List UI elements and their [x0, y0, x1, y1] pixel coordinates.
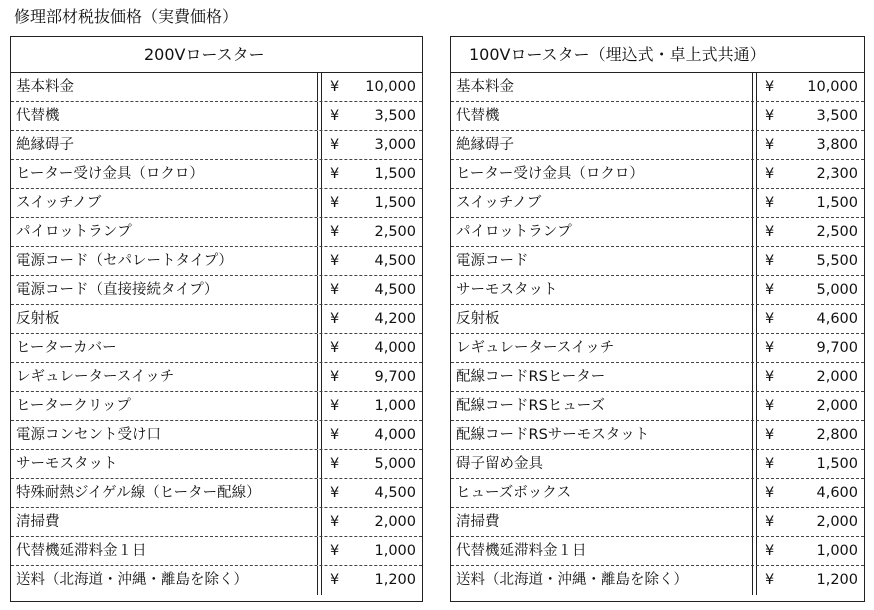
price-amount: 2,300: [816, 166, 858, 182]
currency-symbol: ¥: [765, 311, 775, 327]
currency-symbol: ¥: [330, 543, 340, 559]
item-price: [317, 334, 422, 362]
currency-symbol: ¥: [765, 166, 775, 182]
table-row: [11, 305, 422, 334]
item-price: [752, 479, 864, 507]
table-row: [451, 160, 864, 189]
price-amount: 4,600: [816, 485, 858, 501]
price-table-200v: [10, 36, 423, 602]
item-name: 代替機延滞料金１日: [456, 543, 587, 559]
price-amount: 3,500: [816, 108, 858, 124]
item-name: ヒータークリップ: [16, 398, 131, 414]
item-name: 配線コードRSヒューズ: [456, 398, 606, 414]
price-amount: 4,500: [374, 282, 416, 298]
page-title: 修理部材税抜価格（実費価格）: [14, 7, 239, 26]
table-row: [451, 73, 864, 102]
price-amount: 4,000: [374, 340, 416, 356]
price-amount: 3,000: [374, 137, 416, 153]
item-price: [317, 160, 422, 188]
item-name: 代替機: [456, 108, 500, 124]
item-name: 基本料金: [16, 79, 74, 95]
currency-symbol: ¥: [765, 340, 775, 356]
table-row: [451, 247, 864, 276]
item-name: 電源コード（直接接続タイプ）: [16, 282, 219, 298]
price-amount: 4,200: [374, 311, 416, 327]
price-amount: 5,000: [816, 282, 858, 298]
item-price: [317, 450, 422, 478]
table-row: [451, 566, 864, 595]
price-amount: 1,200: [816, 572, 858, 588]
price-amount: 9,700: [816, 340, 858, 356]
item-price: [317, 276, 422, 304]
table-row: [451, 218, 864, 247]
item-price: [752, 73, 864, 101]
item-name: 反射板: [456, 311, 500, 327]
table-row: [11, 189, 422, 218]
item-price: [317, 102, 422, 130]
currency-symbol: ¥: [330, 340, 340, 356]
item-price: [752, 247, 864, 275]
item-price: [317, 131, 422, 159]
table-row: [11, 508, 422, 537]
table-row: [11, 392, 422, 421]
price-amount: 2,500: [374, 224, 416, 240]
item-name: スイッチノブ: [16, 195, 102, 211]
table-row: [11, 334, 422, 363]
currency-symbol: ¥: [330, 224, 340, 240]
item-name: ヒューズボックス: [456, 485, 572, 501]
item-price: [752, 218, 864, 246]
table-row: [11, 421, 422, 450]
table-body: [451, 73, 864, 595]
currency-symbol: ¥: [330, 369, 340, 385]
table-row: [11, 566, 422, 595]
item-name: 清掃費: [456, 514, 500, 530]
price-amount: 1,200: [374, 572, 416, 588]
item-price: [317, 189, 422, 217]
item-name: 電源コンセント受け口: [16, 427, 161, 443]
price-amount: 5,500: [816, 253, 858, 269]
currency-symbol: ¥: [330, 108, 340, 124]
item-name: ヒーター受け金具（ロクロ）: [456, 166, 644, 182]
table-row: [11, 363, 422, 392]
table-row: [11, 73, 422, 102]
item-name: 特殊耐熱ジイゲル線（ヒーター配線）: [16, 485, 261, 501]
item-price: [752, 131, 864, 159]
item-name: 電源コード（セパレートタイプ）: [16, 253, 233, 269]
currency-symbol: ¥: [330, 137, 340, 153]
price-amount: 10,000: [807, 79, 858, 95]
price-amount: 1,500: [816, 456, 858, 472]
item-name: 代替機: [16, 108, 60, 124]
item-name: レギュレータースイッチ: [456, 340, 615, 356]
item-price: [317, 305, 422, 333]
currency-symbol: ¥: [765, 572, 775, 588]
item-name: 配線コードRSヒーター: [456, 369, 606, 385]
item-price: [317, 247, 422, 275]
currency-symbol: ¥: [330, 311, 340, 327]
price-amount: 1,500: [374, 195, 416, 211]
table-row: [451, 305, 864, 334]
item-name: 反射板: [16, 311, 60, 327]
price-amount: 1,500: [374, 166, 416, 182]
currency-symbol: ¥: [765, 485, 775, 501]
currency-symbol: ¥: [330, 253, 340, 269]
table-row: [11, 276, 422, 305]
table-row: [451, 102, 864, 131]
table-header: 100Vロースター（埋込式・卓上式共通）: [451, 37, 864, 73]
table-row: [451, 334, 864, 363]
price-amount: 10,000: [365, 79, 416, 95]
table-row: [451, 450, 864, 479]
table-row: [451, 537, 864, 566]
price-amount: 3,800: [816, 137, 858, 153]
currency-symbol: ¥: [330, 514, 340, 530]
currency-symbol: ¥: [765, 108, 775, 124]
item-name: スイッチノブ: [456, 195, 542, 211]
currency-symbol: ¥: [330, 282, 340, 298]
currency-symbol: ¥: [330, 456, 340, 472]
currency-symbol: ¥: [765, 543, 775, 559]
currency-symbol: ¥: [330, 427, 340, 443]
table-row: [11, 218, 422, 247]
table-row: [11, 450, 422, 479]
item-price: [752, 363, 864, 391]
table-row: [451, 131, 864, 160]
currency-symbol: ¥: [765, 195, 775, 211]
item-price: [317, 508, 422, 536]
item-price: [752, 508, 864, 536]
table-row: [451, 479, 864, 508]
item-name: 電源コード: [456, 253, 529, 269]
price-amount: 1,000: [374, 398, 416, 414]
item-price: [752, 160, 864, 188]
item-name: パイロットランプ: [16, 224, 132, 240]
table-row: [11, 102, 422, 131]
currency-symbol: ¥: [765, 427, 775, 443]
item-name: 絶縁碍子: [16, 137, 74, 153]
item-price: [752, 189, 864, 217]
item-price: [752, 392, 864, 420]
currency-symbol: ¥: [765, 224, 775, 240]
item-price: [752, 305, 864, 333]
table-row: [451, 392, 864, 421]
table-row: [11, 479, 422, 508]
item-price: [317, 566, 422, 595]
item-name: ヒーター受け金具（ロクロ）: [16, 166, 204, 182]
item-name: 送料（北海道・沖縄・離島を除く）: [456, 572, 688, 588]
table-body: [11, 73, 422, 595]
item-name: 碍子留め金具: [456, 456, 543, 472]
currency-symbol: ¥: [765, 514, 775, 530]
item-price: [752, 421, 864, 449]
table-row: [451, 189, 864, 218]
item-price: [317, 218, 422, 246]
item-price: [317, 537, 422, 565]
table-row: [451, 421, 864, 450]
item-name: サーモスタット: [456, 282, 558, 298]
item-name: 代替機延滞料金１日: [16, 543, 147, 559]
table-row: [11, 537, 422, 566]
item-price: [317, 363, 422, 391]
currency-symbol: ¥: [330, 572, 340, 588]
item-name: 送料（北海道・沖縄・離島を除く）: [16, 572, 248, 588]
currency-symbol: ¥: [765, 253, 775, 269]
item-price: [317, 421, 422, 449]
price-amount: 1,000: [374, 543, 416, 559]
currency-symbol: ¥: [765, 456, 775, 472]
table-row: [11, 131, 422, 160]
item-name: レギュレータースイッチ: [16, 369, 175, 385]
table-header: 200Vロースター: [11, 37, 422, 73]
item-price: [752, 566, 864, 595]
table-row: [451, 363, 864, 392]
currency-symbol: ¥: [765, 369, 775, 385]
item-price: [752, 276, 864, 304]
currency-symbol: ¥: [330, 79, 340, 95]
table-row: [451, 508, 864, 537]
price-amount: 4,000: [374, 427, 416, 443]
price-table-100v: [450, 36, 865, 602]
currency-symbol: ¥: [330, 166, 340, 182]
price-amount: 9,700: [374, 369, 416, 385]
item-price: [317, 479, 422, 507]
item-price: [317, 73, 422, 101]
price-amount: 5,000: [374, 456, 416, 472]
item-price: [752, 334, 864, 362]
currency-symbol: ¥: [330, 398, 340, 414]
item-name: 配線コードRSサーモスタット: [456, 427, 650, 443]
item-price: [752, 537, 864, 565]
price-amount: 2,000: [816, 514, 858, 530]
table-row: [451, 276, 864, 305]
item-name: パイロットランプ: [456, 224, 572, 240]
currency-symbol: ¥: [765, 79, 775, 95]
price-amount: 4,600: [816, 311, 858, 327]
price-amount: 2,800: [816, 427, 858, 443]
price-amount: 3,500: [374, 108, 416, 124]
price-amount: 2,000: [816, 369, 858, 385]
item-name: ヒーターカバー: [16, 340, 117, 356]
currency-symbol: ¥: [330, 195, 340, 211]
price-amount: 2,000: [374, 514, 416, 530]
price-amount: 1,500: [816, 195, 858, 211]
currency-symbol: ¥: [765, 398, 775, 414]
currency-symbol: ¥: [765, 282, 775, 298]
price-amount: 4,500: [374, 485, 416, 501]
item-price: [317, 392, 422, 420]
item-name: サーモスタット: [16, 456, 118, 472]
item-name: 絶縁碍子: [456, 137, 514, 153]
item-price: [752, 102, 864, 130]
currency-symbol: ¥: [765, 137, 775, 153]
table-row: [11, 247, 422, 276]
price-amount: 4,500: [374, 253, 416, 269]
price-amount: 2,000: [816, 398, 858, 414]
item-price: [752, 450, 864, 478]
price-amount: 1,000: [816, 543, 858, 559]
price-amount: 2,500: [816, 224, 858, 240]
table-row: [11, 160, 422, 189]
item-name: 清掃費: [16, 514, 60, 530]
currency-symbol: ¥: [330, 485, 340, 501]
item-name: 基本料金: [456, 79, 514, 95]
